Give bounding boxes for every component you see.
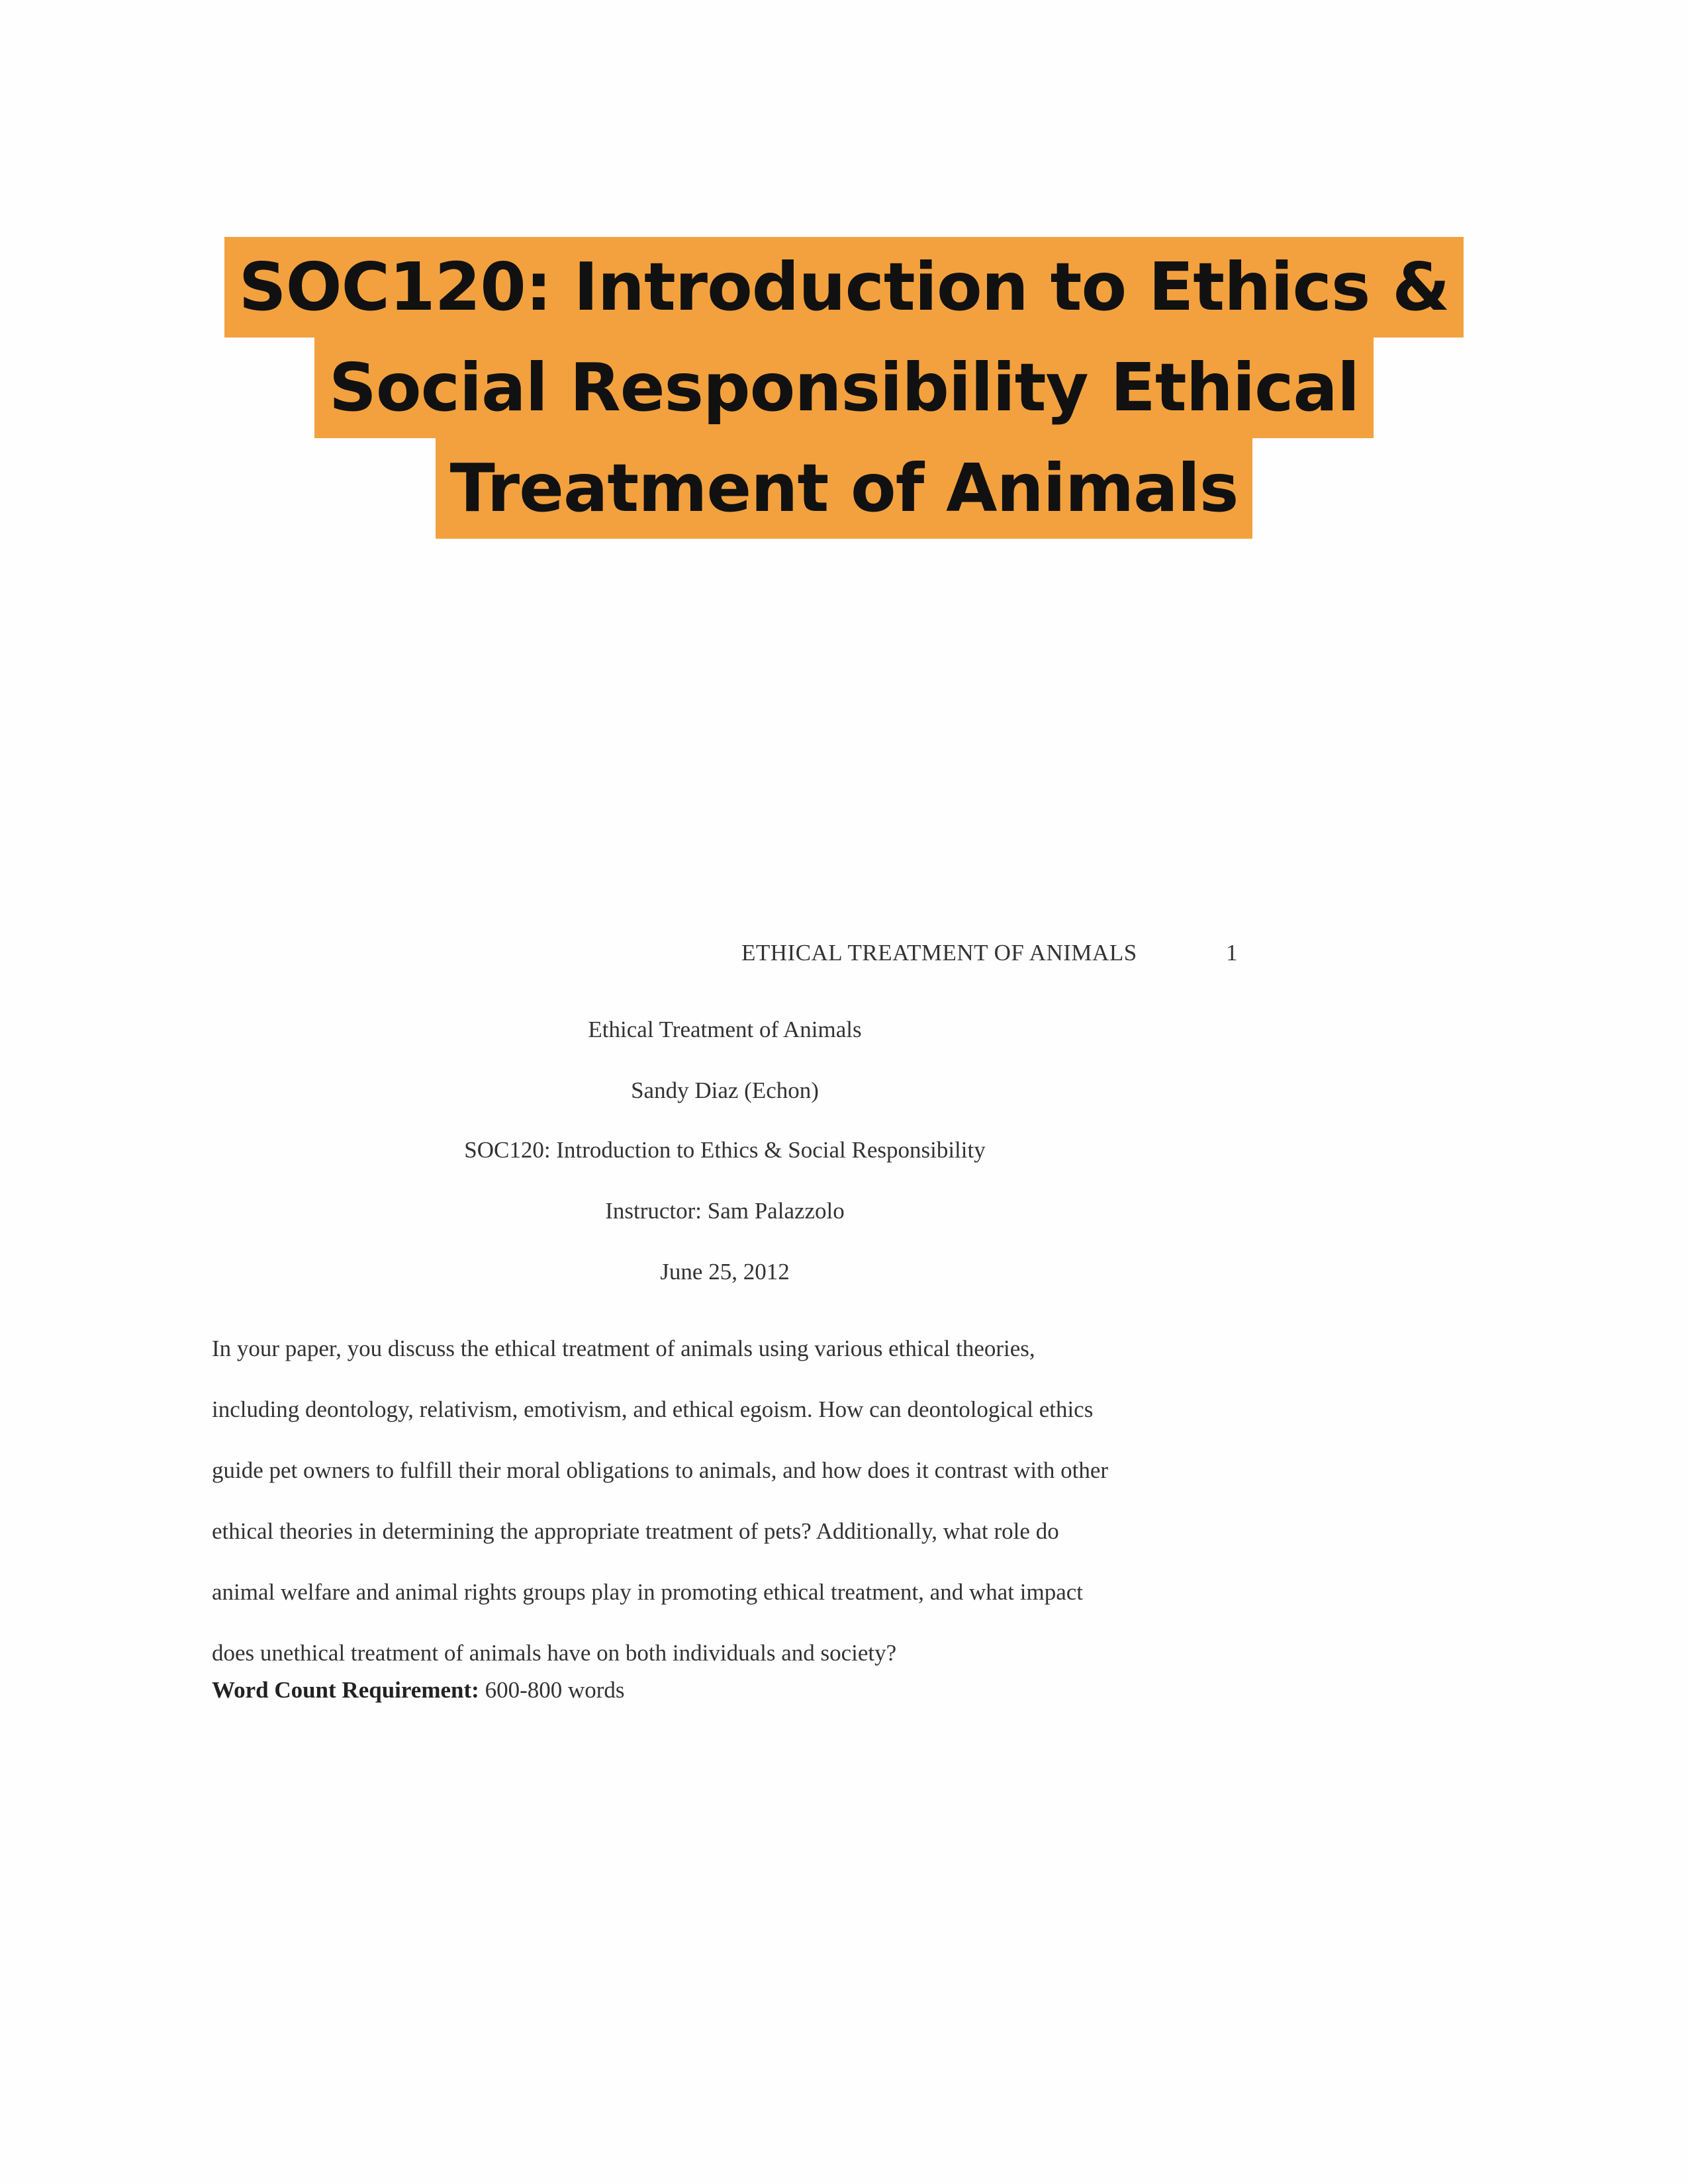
word-count-label: Word Count Requirement: [212, 1677, 479, 1703]
paragraph-line: ethical theories in determining the appropriate treatment of pets? Additionally, what role do [212, 1518, 1059, 1544]
paper-author: Sandy Diaz (Echon) [631, 1077, 819, 1103]
banner-title-line-3: Treatment of Animals [436, 438, 1253, 539]
paragraph-line: In your paper, you discuss the ethical treatment of animals using various ethical theories, [212, 1336, 1035, 1361]
word-count-value: 600-800 words [485, 1677, 625, 1703]
paragraph-line: guide pet owners to fulfill their moral obligations to animals, and how does it contrast with other [212, 1457, 1109, 1483]
paper-date: June 25, 2012 [660, 1259, 790, 1285]
paper-instructor: Instructor: Sam Palazzolo [605, 1198, 845, 1224]
word-count-requirement [212, 1677, 625, 1704]
banner-title-line-1: SOC120: Introduction to Ethics & [224, 237, 1464, 338]
banner-title-line-2: Social Responsibility Ethical [314, 338, 1374, 438]
running-head: ETHICAL TREATMENT OF ANIMALS [741, 940, 1137, 966]
paper-title: Ethical Treatment of Animals [588, 1017, 862, 1042]
prompt-paragraph [212, 1318, 1284, 1684]
paragraph-line: including deontology, relativism, emotivism, and ethical egoism. How can deontological ethics [212, 1396, 1094, 1422]
paragraph-line: does unethical treatment of animals have on both individuals and society? [212, 1640, 897, 1666]
banner-title [0, 237, 1688, 539]
paragraph-line: animal welfare and animal rights groups play in promoting ethical treatment, and what impact [212, 1579, 1083, 1605]
page-number: 1 [1226, 940, 1238, 966]
paper-course: SOC120: Introduction to Ethics & Social Responsibility [464, 1137, 986, 1163]
document-preview [0, 927, 1688, 1754]
